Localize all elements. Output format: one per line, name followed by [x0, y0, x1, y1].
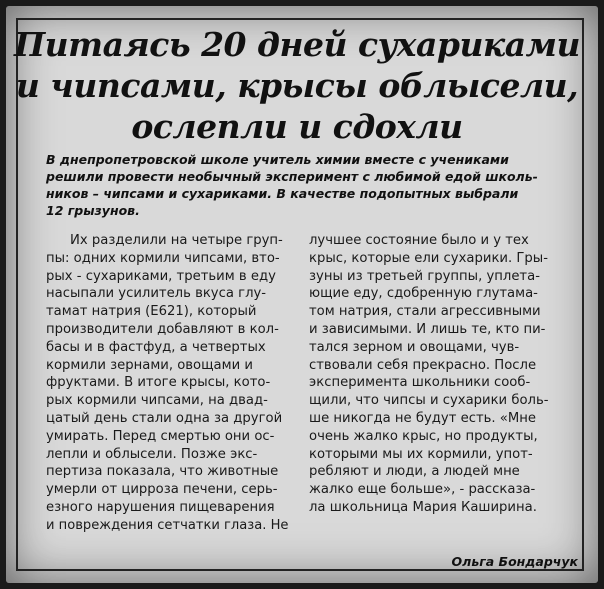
article-column-left — [46, 232, 288, 535]
text-line: пертиза показала, что животные — [46, 464, 279, 480]
text-line: басы и в фастфуд, а четвертых — [46, 339, 266, 355]
text-line: которыми мы их кормили, упот- — [309, 446, 533, 462]
text-line: ющие еду, сдобренную глутама- — [309, 286, 538, 302]
text-line: лучшее состояние было и у тех — [309, 233, 529, 248]
text-line: Их разделили на четыре груп- — [70, 233, 283, 248]
text-line: езного нарушения пищеварения — [46, 499, 275, 515]
headline-line: Питаясь 20 дней сухариками — [14, 25, 581, 64]
text-line: рых кормили чипсами, на двад- — [46, 393, 268, 409]
article-lead — [46, 151, 578, 219]
text-line: фруктами. В итоге крысы, кото- — [46, 375, 271, 391]
text-line: тался зерном и овощами, чув- — [309, 339, 520, 355]
text-line: и повреждения сетчатки глаза. Не — [46, 517, 289, 533]
text-line: ствовали себя прекрасно. После — [309, 357, 537, 373]
text-line: ла школьница Мария Каширина. — [309, 499, 537, 515]
text-line: лепли и облысели. Позже экс- — [46, 446, 258, 462]
text-line: насыпали усилитель вкуса глу- — [46, 286, 267, 302]
text-line: умерли от цирроза печени, серь- — [46, 482, 278, 498]
text-line: щили, что чипсы и сухарики боль- — [309, 393, 549, 409]
text-line: эксперимента школьники сооб- — [309, 375, 531, 391]
text-line: рых - сухариками, третьим в еду — [46, 268, 276, 284]
text-line: пы: одних кормили чипсами, вто- — [46, 250, 280, 266]
text-line: жалко еще больше», - рассказа- — [309, 482, 536, 498]
text-line: кормили зернами, овощами и — [46, 357, 253, 373]
lead-line: В днепропетровской школе учитель химии вместе с учениками — [46, 152, 509, 167]
author-signature: Ольга Бондарчук — [451, 554, 578, 569]
article-column-right — [309, 232, 579, 517]
text-line: цатый день стали одна за другой — [46, 410, 283, 426]
text-line: том натрия, стали агрессивными — [309, 304, 541, 320]
text-line: производители добавляют в кол- — [46, 321, 279, 337]
text-line: и зависимыми. И лишь те, кто пи- — [309, 321, 546, 337]
text-line: зуны из третьей группы, уплета- — [309, 268, 540, 284]
lead-line: ников – чипсами и сухариками. В качестве подопытных выбрали — [46, 186, 519, 201]
text-line: крыс, которые ели сухарики. Гры- — [309, 250, 548, 266]
text-line: тамат натрия (Е621), который — [46, 304, 257, 320]
lead-line: 12 грызунов. — [46, 203, 140, 218]
headline-line: и чипсами, крысы облысели, — [15, 66, 579, 105]
article-headline — [14, 24, 580, 147]
headline-line: ослепли и сдохли — [131, 107, 463, 146]
lead-line: решили провести необычный эксперимент с любимой едой школь- — [46, 169, 538, 184]
text-line: ребляют и люди, а людей мне — [309, 464, 520, 480]
text-line: очень жалко крыс, но продукты, — [309, 428, 538, 444]
text-line: ше никогда не будут есть. «Мне — [309, 410, 536, 426]
text-line: умирать. Перед смертью они ос- — [46, 428, 275, 444]
